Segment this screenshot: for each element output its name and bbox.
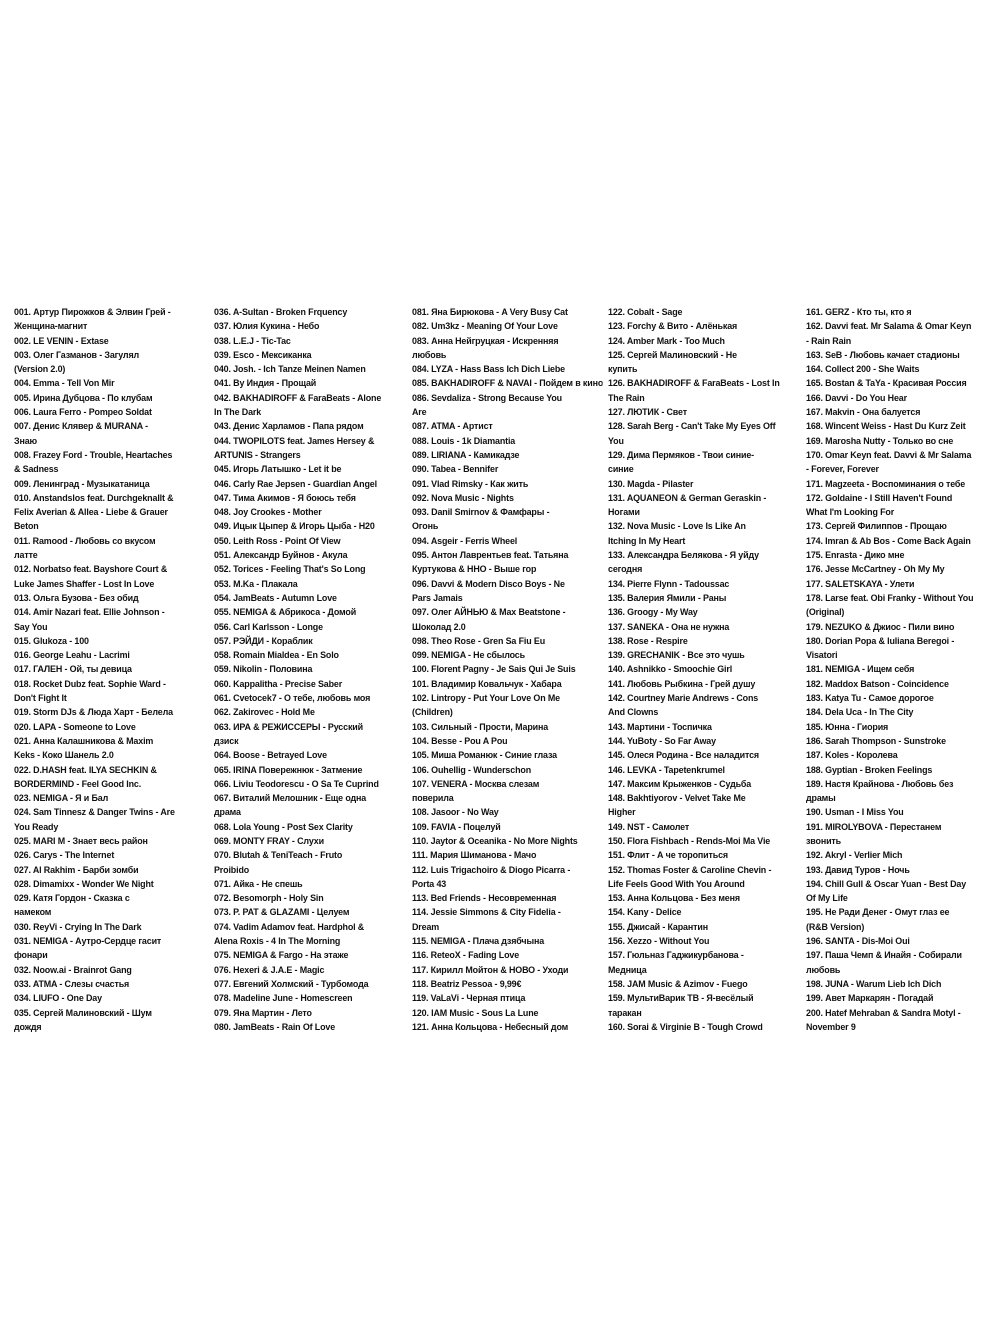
track-line: 072. Besomorph - Holy Sin — [214, 893, 324, 905]
track-line: 179. NEZUKO & Джиос - Пили вино — [806, 621, 955, 633]
track-line: 163. SeB - Любовь качает стадионы — [806, 349, 960, 361]
track-line: 149. NST - Самолет — [608, 821, 690, 833]
track-line: Higher — [608, 807, 636, 819]
track-line: 031. NEMIGA - Аутро-Сердце гасит — [14, 936, 162, 948]
track-line: 050. Leith Ross - Point Of View — [214, 535, 341, 547]
track-line: 079. Яна Мартин - Лето — [214, 1007, 312, 1019]
track-line: 110. Jaytor & Oceanika - No More Nights — [412, 835, 578, 847]
track-line: 048. Joy Crookes - Mother — [214, 507, 322, 519]
track-line: 033. ATMA - Слезы счастья — [14, 978, 130, 990]
track-line: Шоколад 2.0 — [412, 621, 466, 633]
track-line: 126. BAKHADIROFF & FaraBeats - Lost In — [608, 378, 780, 390]
track-line: 008. Frazey Ford - Trouble, Heartaches — [14, 449, 173, 461]
track-line: 105. Миша Романюк - Синие глаза — [412, 750, 557, 762]
track-line: 052. Torices - Feeling That's So Long — [214, 564, 366, 576]
track-line: BORDERMIND - Feel Good Inc. — [14, 778, 142, 790]
track-line: 168. Wincent Weiss - Hast Du Kurz Zeit — [806, 421, 966, 433]
track-line: синие — [608, 464, 634, 476]
track-line: 100. Florent Pagny - Je Sais Qui Je Suis — [412, 664, 576, 676]
track-line: 132. Nova Music - Love Is Like An — [608, 521, 746, 533]
track-line: 071. Айка - Не спешь — [214, 878, 303, 890]
track-line: - Rain Rain — [806, 335, 852, 347]
track-line: 053. M.Ka - Плакала — [214, 578, 298, 590]
track-line: Куртукова & ННО - Выше гор — [412, 564, 537, 576]
track-line: 116. ReteoX - Fading Love — [412, 950, 520, 962]
track-line: 013. Ольга Бузова - Без обид — [14, 592, 139, 604]
track-line: 085. BAKHADIROFF & NAVAI - Пойдем в кино — [412, 378, 603, 390]
track-line: 045. Игорь Латышко - Let it be — [214, 464, 342, 476]
track-line: фонари — [14, 950, 48, 962]
track-line: любовь — [806, 964, 841, 976]
track-line: 102. Lintropy - Put Your Love On Me — [412, 693, 560, 705]
track-line: 025. MARI M - Знает весь район — [14, 835, 148, 847]
track-line: 099. NEMIGA - Не сбылось — [412, 650, 525, 662]
track-line: 046. Carly Rae Jepsen - Guardian Angel — [214, 478, 377, 490]
track-line: 039. Esco - Мексиканка — [214, 349, 312, 361]
track-line: 077. Евгений Холмский - Турбомода — [214, 978, 369, 990]
track-line: 164. Collect 200 - She Waits — [806, 364, 920, 376]
track-line: 059. Nikolin - Половина — [214, 664, 313, 676]
track-line: 049. Ицык Цыпер & Игорь Цыба - H20 — [214, 521, 375, 533]
track-line: 064. Boose - Betrayed Love — [214, 750, 327, 762]
track-line: 056. Carl Karlsson - Longe — [214, 621, 323, 633]
track-line: 074. Vadim Adamov feat. Hardphol & — [214, 921, 365, 933]
track-line: 183. Katya Tu - Самое дорогое — [806, 693, 934, 705]
tracklist-column-1 — [14, 306, 204, 1046]
track-line: латте — [14, 550, 38, 562]
track-line: 121. Анна Кольцова - Небесный дом — [412, 1021, 569, 1033]
tracklist-column-2 — [214, 306, 404, 1046]
track-line: 187. Koles - Королева — [806, 750, 898, 762]
track-line: 087. ATMA - Артист — [412, 421, 493, 433]
track-line: 155. Джисай - Карантин — [608, 921, 708, 933]
track-line: 112. Luis Trigachoiro & Diogo Picarra - — [412, 864, 571, 876]
tracklist-column-3 — [412, 306, 602, 1046]
track-line: 199. Авет Маркарян - Погадай — [806, 993, 934, 1005]
track-line: 027. Al Rakhim - Барби зомби — [14, 864, 139, 876]
track-line: 147. Максим Крыженков - Судьба — [608, 778, 752, 790]
track-line: 177. SALETSKAYA - Улети — [806, 578, 915, 590]
track-line: 043. Денис Харламов - Папа рядом — [214, 421, 364, 433]
track-line: 137. SANEKA - Она не нужна — [608, 621, 730, 633]
track-line: 123. Forchy & Вито - Алёнькая — [608, 321, 738, 333]
track-line: 108. Jasoor - No Way — [412, 807, 499, 819]
track-line: поверила — [412, 793, 454, 805]
track-line: 018. Rocket Dubz feat. Sophie Ward - — [14, 678, 166, 690]
track-line: 200. Hatef Mehraban & Sandra Motyl - — [806, 1007, 961, 1019]
track-line: 115. NEMIGA - Плача дзябчына — [412, 936, 545, 948]
track-line: 061. Cvetocek7 - О тебе, любовь моя — [214, 693, 371, 705]
track-line: 197. Паша Чемп & Инайя - Собирали — [806, 950, 962, 962]
track-line: 190. Usman - I Miss You — [806, 807, 904, 819]
track-line: Alena Roxis - 4 In The Morning — [214, 936, 341, 948]
track-line: 091. Vlad Rimsky - Как жить — [412, 478, 529, 490]
track-line: 193. Давид Туров - Ночь — [806, 864, 910, 876]
track-line: The Rain — [608, 392, 645, 404]
track-line: Keks - Коко Шанель 2.0 — [14, 750, 114, 762]
track-line: 030. ReyVi - Crying In The Dark — [14, 921, 142, 933]
track-line: 055. NEMIGA & Абрикоса - Домой — [214, 607, 357, 619]
track-line: 175. Enrasta - Дико мне — [806, 550, 905, 562]
track-line: 063. ИРА & РЕЖИССЕРЫ - Русский — [214, 721, 363, 733]
track-line: 090. Tabea - Bennifer — [412, 464, 499, 476]
track-line: 026. Carys - The Internet — [14, 850, 115, 862]
track-line: 040. Josh. - Ich Tanze Meinen Namen — [214, 364, 366, 376]
track-line: 157. Гюльназ Гаджикурбанова - — [608, 950, 744, 962]
track-line: 057. РЭЙДИ - Кораблик — [214, 635, 313, 647]
track-line: 015. Glukoza - 100 — [14, 635, 89, 647]
track-line: 159. МультиВарик ТВ - Я-весёлый — [608, 993, 754, 1005]
track-line: 068. Lola Young - Post Sex Clarity — [214, 821, 353, 833]
track-line: Say You — [14, 621, 48, 633]
track-line: любовь — [412, 349, 447, 361]
track-line: 066. Liviu Teodorescu - O Sa Te Cuprind — [214, 778, 379, 790]
track-line: 014. Amir Nazari feat. Ellie Johnson - — [14, 607, 165, 619]
track-line: 165. Bostan & TaYa - Красивая Россия — [806, 378, 967, 390]
track-line: 148. Bakhtiyorov - Velvet Take Me — [608, 793, 746, 805]
track-line: 076. Hexeri & J.A.E - Magic — [214, 964, 325, 976]
track-line: 153. Анна Кольцова - Без меня — [608, 893, 740, 905]
track-line: 041. By Индия - Прощай — [214, 378, 317, 390]
track-line: What I'm Looking For — [806, 507, 895, 519]
track-line: 058. Romain Mialdea - En Solo — [214, 650, 339, 662]
track-line: Ногами — [608, 507, 640, 519]
track-line: 017. ГАЛЕН - Ой, ты девица — [14, 664, 132, 676]
track-line: Dream — [412, 921, 440, 933]
track-line: 162. Davvi feat. Mr Salama & Omar Keyn — [806, 321, 972, 333]
track-line: 111. Мария Шиманова - Мачо — [412, 850, 537, 862]
track-line: 054. JamBeats - Autumn Love — [214, 592, 337, 604]
track-line: 034. LIUFO - One Day — [14, 993, 102, 1005]
track-line: ARTUNIS - Strangers — [214, 449, 301, 461]
track-line: Proibido — [214, 864, 250, 876]
track-line: 042. BAKHADIROFF & FaraBeats - Alone — [214, 392, 382, 404]
track-line: 069. MONTY FRAY - Слухи — [214, 835, 324, 847]
track-line: 065. IRINA Повережнюк - Затмение — [214, 764, 363, 776]
track-line: 180. Dorian Popa & Iuliana Beregoi - — [806, 635, 955, 647]
track-line: & Sadness — [14, 464, 59, 476]
track-line: Visatori — [806, 650, 838, 662]
track-line: 009. Ленинград - Музыкатаница — [14, 478, 150, 490]
track-line: 098. Theo Rose - Gren Sa Fiu Eu — [412, 635, 546, 647]
track-line: 139. GRECHANIK - Все это чушь — [608, 650, 745, 662]
track-line: 094. Asgeir - Ferris Wheel — [412, 535, 518, 547]
track-line: 150. Flora Fishbach - Rends-Moi Ma Vie — [608, 835, 771, 847]
track-line: 022. D.HASH feat. ILYA SECHKIN & — [14, 764, 157, 776]
track-line: 086. Sevdaliza - Strong Because You — [412, 392, 563, 404]
track-line: 127. ЛЮТИК - Свет — [608, 407, 687, 419]
track-line: 104. Besse - Pou A Pou — [412, 735, 508, 747]
track-line: Pars Jamais — [412, 592, 463, 604]
track-line: 140. Ashnikko - Smoochie Girl — [608, 664, 733, 676]
track-line: 130. Magda - Pilaster — [608, 478, 694, 490]
track-line: (Children) — [412, 707, 453, 719]
track-line: 005. Ирина Дубцова - По клубам — [14, 392, 153, 404]
tracklist-column-5 — [806, 306, 996, 1046]
track-line: 083. Анна Нейгруцкая - Искренняя — [412, 335, 559, 347]
track-line: (Original) — [806, 607, 845, 619]
track-line: 136. Groogy - My Way — [608, 607, 698, 619]
track-line: 143. Мартини - Тоспичка — [608, 721, 712, 733]
track-line: 144. YuBoty - So Far Away — [608, 735, 716, 747]
track-line: 035. Сергей Малиновский - Шум — [14, 1007, 152, 1019]
track-line: дождя — [14, 1021, 42, 1033]
tracklist-sheet — [14, 306, 996, 1046]
track-line: 198. JUNA - Warum Lieb Ich Dich — [806, 978, 942, 990]
track-line: 044. TWOPILOTS feat. James Hersey & — [214, 435, 375, 447]
track-line: 131. AQUANEON & German Geraskin - — [608, 492, 767, 504]
track-line: 117. Кирилл Мойтон & НОВО - Уходи — [412, 964, 569, 976]
track-line: 062. Zakirovec - Hold Me — [214, 707, 315, 719]
track-line: 169. Marosha Nutty - Только во сне — [806, 435, 954, 447]
track-line: 188. Gyptian - Broken Feelings — [806, 764, 933, 776]
track-line: 073. P. PAT & GLAZAMI - Целуем — [214, 907, 350, 919]
track-line: 161. GERZ - Кто ты, кто я — [806, 307, 912, 318]
track-line: 166. Davvi - Do You Hear — [806, 392, 907, 404]
track-line: 195. Не Ради Денег - Омут глаз ее — [806, 907, 950, 919]
track-line: 191. MIROLYBOVA - Перестанем — [806, 821, 942, 833]
track-line: драмы — [806, 793, 836, 805]
track-line: 128. Sarah Berg - Can't Take My Eyes Off — [608, 421, 776, 433]
track-line: 125. Сергей Малиновский - Не — [608, 349, 737, 361]
track-line: 146. LEVKA - Tapetenkrumel — [608, 764, 725, 776]
track-line: 129. Дима Пермяков - Твои синие- — [608, 449, 755, 461]
track-line: 189. Настя Крайнова - Любовь без — [806, 778, 954, 790]
track-line: 028. Dimamixx - Wonder We Night — [14, 878, 154, 890]
track-line: намеком — [14, 907, 52, 919]
track-line: 196. SANTA - Dis-Moi Oui — [806, 936, 910, 948]
track-line: 174. Imran & Ab Bos - Come Back Again — [806, 535, 971, 547]
track-line: Знаю — [14, 435, 38, 447]
track-line: Are — [412, 407, 427, 419]
track-line: 038. L.E.J - Tic-Tac — [214, 335, 291, 347]
track-line: 141. Любовь Рыбкина - Грей душу — [608, 678, 756, 690]
track-line: 020. LAPA - Someone to Love — [14, 721, 136, 733]
track-line: Porta 43 — [412, 878, 447, 890]
track-line: 021. Анна Калашникова & Maxim — [14, 735, 154, 747]
track-line: 007. Денис Клявер & MURANA - — [14, 421, 148, 433]
track-line: 003. Олег Газманов - Загулял — [14, 349, 140, 361]
track-line: 036. A-Sultan - Broken Frquency — [214, 307, 348, 318]
track-line: 070. Blutah & TeniTeach - Fruto — [214, 850, 343, 862]
track-line: 154. Kany - Delice — [608, 907, 682, 919]
track-line: 134. Pierre Flynn - Tadoussac — [608, 578, 730, 590]
track-line: November 9 — [806, 1021, 856, 1033]
track-line: 167. Makvin - Она балуется — [806, 407, 921, 419]
track-line: In The Dark — [214, 407, 262, 419]
track-line: драма — [214, 807, 241, 819]
track-line: 178. Larse feat. Obi Franky - Without You — [806, 592, 974, 604]
track-line: 037. Юлия Кукина - Небо — [214, 321, 320, 333]
track-line: 016. George Leahu - Lacrimi — [14, 650, 130, 662]
track-line: купить — [608, 364, 638, 376]
track-line: 080. JamBeats - Rain Of Love — [214, 1021, 336, 1033]
track-line: 118. Beatriz Pessoa - 9,99€ — [412, 978, 522, 990]
track-line: 176. Jesse McCartney - Oh My My — [806, 564, 945, 576]
track-line: 019. Storm DJs & Люда Харт - Белела — [14, 707, 173, 719]
track-line: 158. JAM Music & Azimov - Fuego — [608, 978, 748, 990]
track-line: 182. Maddox Batson - Coincidence — [806, 678, 949, 690]
track-line: 029. Катя Гордон - Сказка с — [14, 893, 130, 905]
track-line: 002. LE VENIN - Extase — [14, 335, 109, 347]
track-line: 119. VaLaVi - Черная птица — [412, 993, 526, 1005]
track-line: 075. NEMIGA & Fargo - На этаже — [214, 950, 349, 962]
track-line: - Forever, Forever — [806, 464, 879, 476]
track-line: дзиск — [214, 735, 239, 747]
track-line: 051. Александр Буйнов - Акула — [214, 550, 348, 562]
track-line: 124. Amber Mark - Too Much — [608, 335, 725, 347]
track-line: 113. Bed Friends - Несовременная — [412, 893, 557, 905]
track-line: 114. Jessie Simmons & City Fidelia - — [412, 907, 561, 919]
track-line: 186. Sarah Thompson - Sunstroke — [806, 735, 946, 747]
track-line: 171. Magzeeta - Воспоминания о тебе — [806, 478, 966, 490]
track-line: 088. Louis - 1k Diamantia — [412, 435, 516, 447]
track-line: 097. Олег АЙНЬЮ & Max Beatstone - — [412, 607, 566, 619]
track-line: 172. Goldaine - I Still Haven't Found — [806, 492, 953, 504]
tracklist-column-4 — [608, 306, 798, 1046]
track-line: 004. Emma - Tell Von Mir — [14, 378, 115, 390]
track-line: 160. Sorai & Virginie B - Tough Crowd — [608, 1021, 763, 1033]
track-line: (R&B Version) — [806, 921, 865, 933]
track-line: 092. Nova Music - Nights — [412, 492, 514, 504]
track-line: 122. Cobalt - Sage — [608, 307, 683, 318]
track-line: 023. NEMIGA - Я и Бал — [14, 793, 109, 805]
track-line: таракан — [608, 1007, 642, 1019]
track-line: 011. Ramood - Любовь со вкусом — [14, 535, 156, 547]
track-line: 133. Александра Белякова - Я уйду — [608, 550, 759, 562]
track-line: 194. Chill Gull & Oscar Yuan - Best Day — [806, 878, 967, 890]
track-line: 152. Thomas Foster & Caroline Chevin - — [608, 864, 772, 876]
track-line: 138. Rose - Respire — [608, 635, 688, 647]
track-line: 089. LIRIANA - Камикадзе — [412, 449, 520, 461]
track-line: Женщина-магнит — [14, 321, 88, 333]
track-line: Of My Life — [806, 893, 848, 905]
track-line: 095. Антон Лаврентьев feat. Татьяна — [412, 550, 569, 562]
track-line: 078. Madeline June - Homescreen — [214, 993, 353, 1005]
track-line: 107. VENERA - Москва слезам — [412, 778, 540, 790]
track-line: Life Feels Good With You Around — [608, 878, 745, 890]
track-line: 109. FAVIA - Поцелуй — [412, 821, 501, 833]
track-line: 010. Anstandslos feat. Durchgeknallt & — [14, 492, 174, 504]
track-line: (Version 2.0) — [14, 364, 66, 376]
track-line: 142. Courtney Marie Andrews - Cons — [608, 693, 759, 705]
track-line: 067. Виталий Мелошник - Еще одна — [214, 793, 367, 805]
track-line: 047. Тима Акимов - Я боюсь тебя — [214, 492, 356, 504]
track-line: 151. Флит - А че торопиться — [608, 850, 728, 862]
track-line: звонить — [806, 835, 842, 847]
track-line: 060. Kappalitha - Precise Saber — [214, 678, 343, 690]
track-line: 096. Davvi & Modern Disco Boys - Ne — [412, 578, 565, 590]
track-line: 173. Сергей Филиппов - Прощаю — [806, 521, 947, 533]
track-line: 081. Яна Бирюкова - A Very Busy Cat — [412, 307, 568, 318]
track-line: 103. Сильный - Прости, Марина — [412, 721, 549, 733]
track-line: 185. Юнна - Гиория — [806, 721, 889, 733]
track-line: You — [608, 435, 624, 447]
track-line: 093. Danil Smirnov & Фамфары - — [412, 507, 550, 519]
track-line: Beton — [14, 521, 39, 533]
track-line: 145. Олеся Родина - Все наладится — [608, 750, 759, 762]
track-line: 006. Laura Ferro - Pompeo Soldat — [14, 407, 152, 419]
track-line: Огонь — [412, 521, 439, 533]
track-line: 024. Sam Tinnesz & Danger Twins - Are — [14, 807, 175, 819]
track-line: 156. Xezzo - Without You — [608, 936, 710, 948]
track-line: сегодня — [608, 564, 643, 576]
track-line: 184. Dela Uca - In The City — [806, 707, 914, 719]
track-line: 192. Akryl - Verlier Mich — [806, 850, 903, 862]
track-line: 170. Omar Keyn feat. Davvi & Mr Salama — [806, 449, 972, 461]
track-line: Felix Averian & Allea - Liebe & Grauer — [14, 507, 168, 519]
track-line: 082. Um3kz - Meaning Of Your Love — [412, 321, 558, 333]
track-line: 012. Norbatso feat. Bayshore Court & — [14, 564, 168, 576]
track-line: Itching In My Heart — [608, 535, 686, 547]
track-line: 001. Артур Пирожков & Элвин Грей - — [14, 307, 171, 318]
track-line: And Clowns — [608, 707, 659, 719]
track-line: 032. Noow.ai - Brainrot Gang — [14, 964, 132, 976]
track-line: 135. Валерия Ямили - Раны — [608, 592, 727, 604]
track-line: 181. NEMIGA - Ищем себя — [806, 664, 915, 676]
track-line: You Ready — [14, 821, 59, 833]
track-line: 120. IAM Music - Sous La Lune — [412, 1007, 539, 1019]
track-line: Luke James Shaffer - Lost In Love — [14, 578, 155, 590]
track-line: Don't Fight It — [14, 693, 67, 705]
track-line: Медница — [608, 964, 647, 976]
track-line: 084. LYZA - Hass Bass Ich Dich Liebe — [412, 364, 565, 376]
track-line: 106. Ouhellig - Wunderschon — [412, 764, 532, 776]
track-line: 101. Владимир Ковальчук - Хабара — [412, 678, 562, 690]
